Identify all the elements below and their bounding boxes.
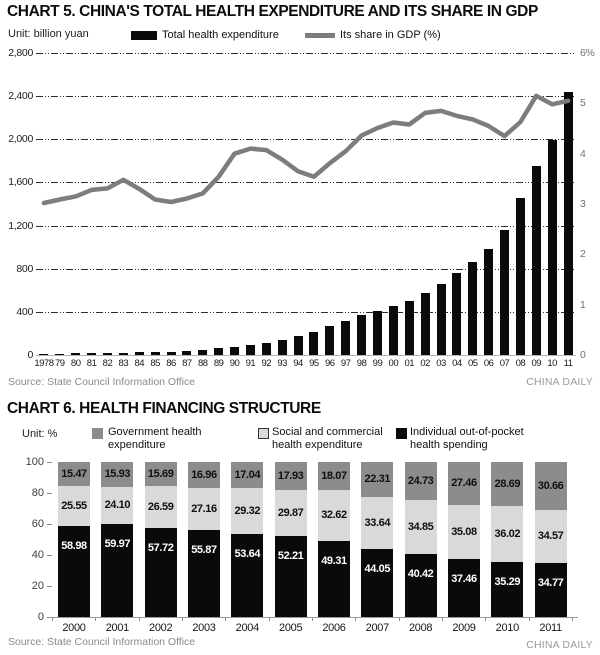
total-health-expenditure-bar <box>167 352 176 355</box>
y-axis-tick-label: 100 <box>25 456 44 468</box>
x-axis-year-label: 2005 <box>279 622 303 634</box>
total-health-expenditure-bar <box>516 198 525 355</box>
total-health-expenditure-bar <box>246 345 255 355</box>
stacked-bar-segment <box>101 487 133 524</box>
segment-value-label: 17.04 <box>234 469 261 482</box>
total-health-expenditure-bar <box>135 352 144 355</box>
right-axis-tick-label: 4 <box>580 147 586 160</box>
total-health-expenditure-bar <box>87 353 96 355</box>
segment-value-label: 18.07 <box>321 470 347 482</box>
x-axis-year-label: 87 <box>182 358 192 369</box>
x-axis-tick-mark <box>442 618 443 621</box>
y-axis-tick-label: 40 <box>31 549 44 561</box>
x-axis-year-label: 80 <box>70 358 81 369</box>
stacked-bar-segment <box>405 462 437 500</box>
total-health-expenditure-bar <box>182 351 191 355</box>
x-axis-year-label: 2003 <box>192 622 216 634</box>
x-axis-year-label: 2004 <box>235 622 259 634</box>
stacked-bar-segment <box>188 488 220 530</box>
x-axis-year-label: 2006 <box>322 622 346 634</box>
chart6-plot-area <box>0 400 600 635</box>
segment-value-label: 30.66 <box>537 479 564 492</box>
chart5-legend-line-label: Its share in GDP (%) <box>340 29 441 41</box>
grid-line <box>36 139 576 140</box>
left-axis-tick-label: 2,000 <box>8 133 33 146</box>
total-health-expenditure-bar <box>373 311 382 355</box>
stacked-bar-segment <box>318 462 350 490</box>
x-axis-tick-mark <box>529 618 530 621</box>
segment-value-label: 32.62 <box>321 509 347 522</box>
chart6-title: CHART 6. HEALTH FINANCING STRUCTURE <box>7 400 321 417</box>
segment-value-label: 36.02 <box>494 528 521 541</box>
left-axis-tick-label: 2,400 <box>8 90 33 103</box>
grid-line <box>36 53 576 54</box>
segment-value-label: 40.42 <box>407 568 434 581</box>
stacked-bar-segment <box>535 510 567 564</box>
total-health-expenditure-bar <box>532 166 541 355</box>
x-axis-year-label: 00 <box>388 358 399 369</box>
total-health-expenditure-bar <box>437 284 446 355</box>
x-axis-year-label: 01 <box>404 358 415 369</box>
segment-value-label: 49.31 <box>321 554 347 567</box>
stacked-bar-segment <box>231 462 263 488</box>
stacked-bar-segment <box>58 526 90 617</box>
chart5-legend-bar-label: Total health expenditure <box>162 29 279 41</box>
chart5-source: Source: State Council Information Office <box>8 376 196 388</box>
segment-value-label: 34.77 <box>537 577 564 590</box>
segment-value-label: 35.08 <box>451 525 477 538</box>
x-axis-year-label: 85 <box>150 358 160 369</box>
total-health-expenditure-bar <box>71 353 80 355</box>
x-axis-year-label: 81 <box>86 358 97 369</box>
segment-value-label: 35.29 <box>494 576 521 589</box>
total-health-expenditure-bar <box>341 321 350 355</box>
total-health-expenditure-bar <box>151 352 160 355</box>
x-axis-year-label: 2001 <box>105 622 129 634</box>
x-axis-year-label: 88 <box>197 358 208 369</box>
segment-value-label: 17.93 <box>277 469 304 482</box>
x-axis-year-label: 96 <box>325 358 335 369</box>
stacked-bar-segment <box>535 462 567 510</box>
x-axis-year-label: 05 <box>467 358 478 369</box>
segment-value-label: 27.16 <box>191 503 217 516</box>
stacked-bar-segment <box>318 490 350 541</box>
total-health-expenditure-bar <box>452 273 461 355</box>
x-axis-tick-mark <box>312 618 313 621</box>
x-axis-year-label: 02 <box>420 358 430 369</box>
total-health-expenditure-bar <box>389 306 398 355</box>
x-axis-line <box>50 617 578 618</box>
total-health-expenditure-bar <box>214 348 223 355</box>
segment-value-label: 15.93 <box>104 468 131 481</box>
chart6-legend-social-label: Social and commercial health expenditure <box>272 426 383 451</box>
x-axis-year-label: 97 <box>340 358 351 369</box>
segment-value-label: 28.69 <box>494 478 521 491</box>
x-axis-year-label: 2000 <box>62 622 86 634</box>
stacked-bar-segment <box>535 563 567 617</box>
total-health-expenditure-bar <box>294 336 303 355</box>
x-axis-year-label: 2011 <box>539 622 562 634</box>
x-axis-year-label: 92 <box>261 358 272 369</box>
total-health-expenditure-bar <box>500 230 509 355</box>
chart5-credit: CHINA DAILY <box>526 376 593 388</box>
segment-value-label: 57.72 <box>147 541 174 554</box>
total-health-expenditure-bar <box>309 332 318 355</box>
y-axis-tick-mark <box>47 524 52 525</box>
x-axis-tick-mark <box>225 618 226 621</box>
segment-value-label: 22.31 <box>364 473 391 486</box>
stacked-bar-segment <box>101 462 133 487</box>
y-axis-tick-label: 20 <box>31 580 44 592</box>
x-axis-year-label: 2009 <box>452 622 476 634</box>
x-axis-tick-mark <box>269 618 270 621</box>
segment-value-label: 33.64 <box>364 516 391 529</box>
segment-value-label: 55.87 <box>191 544 217 557</box>
stacked-bar-segment <box>275 490 307 536</box>
right-axis-tick-label: 3 <box>580 198 586 210</box>
total-health-expenditure-bar <box>103 353 112 355</box>
grid-line <box>36 182 576 183</box>
stacked-bar-segment <box>448 559 480 617</box>
stacked-bar-segment <box>448 462 480 505</box>
segment-value-label: 24.10 <box>104 499 131 512</box>
x-axis-year-label: 94 <box>293 358 303 369</box>
stacked-bar-segment <box>58 486 90 526</box>
total-health-expenditure-bar <box>55 354 64 355</box>
x-axis-tick-mark <box>52 618 53 621</box>
x-axis-tick-mark <box>139 618 140 621</box>
x-axis-year-label: 89 <box>213 358 224 369</box>
x-axis-year-label: 04 <box>452 358 462 369</box>
grid-line <box>36 269 576 270</box>
x-axis-tick-mark <box>485 618 486 621</box>
x-axis-year-label: 83 <box>118 358 129 369</box>
x-axis-year-label: 2010 <box>495 622 519 634</box>
x-axis-year-label: 98 <box>356 358 367 369</box>
left-axis-tick-label: 800 <box>16 262 33 275</box>
stacked-bar-segment <box>448 505 480 559</box>
grid-line <box>36 312 576 313</box>
x-axis-year-label: 86 <box>166 358 176 369</box>
total-health-expenditure-bar <box>468 262 477 355</box>
grid-line <box>36 226 576 227</box>
stacked-bar-segment <box>231 488 263 533</box>
y-axis-tick-mark <box>47 462 52 463</box>
x-axis-tick-mark <box>95 618 96 621</box>
stacked-bar-segment <box>491 462 523 506</box>
segment-value-label: 37.46 <box>451 572 477 585</box>
stacked-bar-segment <box>145 486 177 527</box>
x-axis-year-label: 93 <box>277 358 287 369</box>
x-axis-year-label: 91 <box>245 358 256 369</box>
stacked-bar-segment <box>145 462 177 486</box>
x-axis-year-label: 06 <box>483 358 494 369</box>
y-axis-tick-mark <box>47 493 52 494</box>
segment-value-label: 34.57 <box>537 530 564 543</box>
stacked-bar-segment <box>101 524 133 617</box>
segment-value-label: 26.59 <box>147 500 174 513</box>
stacked-bar-segment <box>275 462 307 490</box>
stacked-bar-segment <box>231 534 263 617</box>
x-axis-tick-mark <box>399 618 400 621</box>
stacked-bar-segment <box>491 562 523 617</box>
chart6-credit: CHINA DAILY <box>526 639 593 651</box>
segment-value-label: 44.05 <box>364 562 391 575</box>
x-axis-year-label: 84 <box>134 358 145 369</box>
x-axis-year-label: 79 <box>55 358 65 369</box>
y-axis-tick-label: 60 <box>31 518 44 530</box>
x-axis-year-label: 82 <box>102 358 113 369</box>
stacked-bar-segment <box>405 554 437 617</box>
y-axis-tick-label: 0 <box>37 611 44 623</box>
x-axis-year-label: 2002 <box>149 622 173 634</box>
left-axis-tick-label: 2,800 <box>8 47 33 59</box>
total-health-expenditure-bar <box>405 301 414 355</box>
segment-value-label: 29.32 <box>234 505 261 518</box>
y-axis-tick-mark <box>47 555 52 556</box>
stacked-bar-segment <box>145 528 177 617</box>
total-health-expenditure-bar <box>278 340 287 355</box>
stacked-bar-segment <box>361 462 393 497</box>
right-axis-tick-label: 2 <box>580 248 586 261</box>
right-axis-tick-label: 5 <box>580 97 586 110</box>
x-axis-line <box>36 355 576 356</box>
stacked-bar-segment <box>58 462 90 486</box>
x-axis-tick-mark <box>182 618 183 621</box>
segment-value-label: 16.96 <box>191 469 217 482</box>
total-health-expenditure-bar <box>357 315 366 355</box>
stacked-bar-segment <box>188 530 220 617</box>
chart5-unit-label: Unit: billion yuan <box>8 28 89 40</box>
x-axis-year-label: 2007 <box>365 622 389 634</box>
y-axis-tick-label: 80 <box>31 487 44 499</box>
right-axis-tick-label: 6% <box>580 47 595 59</box>
x-axis-year-label: 1978 <box>34 358 54 369</box>
x-axis-year-label: 99 <box>372 358 383 369</box>
x-axis-year-label: 10 <box>547 358 557 369</box>
right-axis-tick-label: 0 <box>580 349 586 361</box>
left-axis-tick-label: 1,200 <box>8 219 33 232</box>
total-health-expenditure-bar <box>484 249 493 355</box>
total-health-expenditure-bar <box>421 293 430 355</box>
right-axis-tick-label: 1 <box>580 298 586 311</box>
x-axis-year-label: 90 <box>229 358 240 369</box>
segment-value-label: 34.85 <box>407 521 434 534</box>
x-axis-year-label: 08 <box>515 358 526 369</box>
x-axis-tick-mark <box>572 618 573 621</box>
segment-value-label: 29.87 <box>277 506 304 519</box>
stacked-bar-segment <box>491 506 523 562</box>
stacked-bar-segment <box>405 500 437 554</box>
segment-value-label: 24.73 <box>407 475 434 488</box>
total-health-expenditure-bar <box>564 92 573 355</box>
total-health-expenditure-bar <box>262 343 271 355</box>
total-health-expenditure-bar <box>119 353 128 355</box>
segment-value-label: 52.21 <box>277 550 304 563</box>
total-health-expenditure-bar <box>230 347 239 355</box>
segment-value-label: 25.55 <box>61 499 87 512</box>
total-health-expenditure-bar <box>198 350 207 355</box>
segment-value-label: 58.98 <box>61 539 87 552</box>
segment-value-label: 15.47 <box>61 467 87 480</box>
segment-value-label: 59.97 <box>104 538 131 551</box>
chart6-legend-individual-label: Individual out-of-pocket health spending <box>410 426 524 451</box>
x-axis-tick-mark <box>355 618 356 621</box>
left-axis-tick-label: 400 <box>16 305 33 318</box>
segment-value-label: 27.46 <box>451 477 477 490</box>
chart6-source: Source: State Council Information Office <box>8 636 196 648</box>
segment-value-label: 53.64 <box>234 547 261 560</box>
chart6-unit-label: Unit: % <box>22 428 58 440</box>
x-axis-year-label: 2008 <box>408 622 433 634</box>
y-axis-tick-mark <box>47 586 52 587</box>
stacked-bar-segment <box>361 549 393 617</box>
total-health-expenditure-bar <box>325 326 334 355</box>
left-axis-tick-label: 0 <box>27 349 33 361</box>
stacked-bar-segment <box>188 462 220 488</box>
chart5-title: CHART 5. CHINA'S TOTAL HEALTH EXPENDITURE AND ITS SHARE IN GDP <box>7 3 538 20</box>
total-health-expenditure-bar <box>548 140 557 355</box>
x-axis-year-label: 95 <box>309 358 319 369</box>
stacked-bar-segment <box>275 536 307 617</box>
total-health-expenditure-bar <box>39 354 48 355</box>
x-axis-year-label: 09 <box>531 358 542 369</box>
stacked-bar-segment <box>318 541 350 617</box>
x-axis-year-label: 07 <box>499 358 510 369</box>
left-axis-tick-label: 1,600 <box>8 176 33 189</box>
x-axis-year-label: 03 <box>436 358 446 369</box>
chart6-legend-government-label: Government health expenditure <box>108 426 202 451</box>
stacked-bar-segment <box>361 497 393 549</box>
x-axis-year-label: 11 <box>563 358 573 369</box>
segment-value-label: 15.69 <box>147 468 174 481</box>
grid-line <box>36 96 576 97</box>
